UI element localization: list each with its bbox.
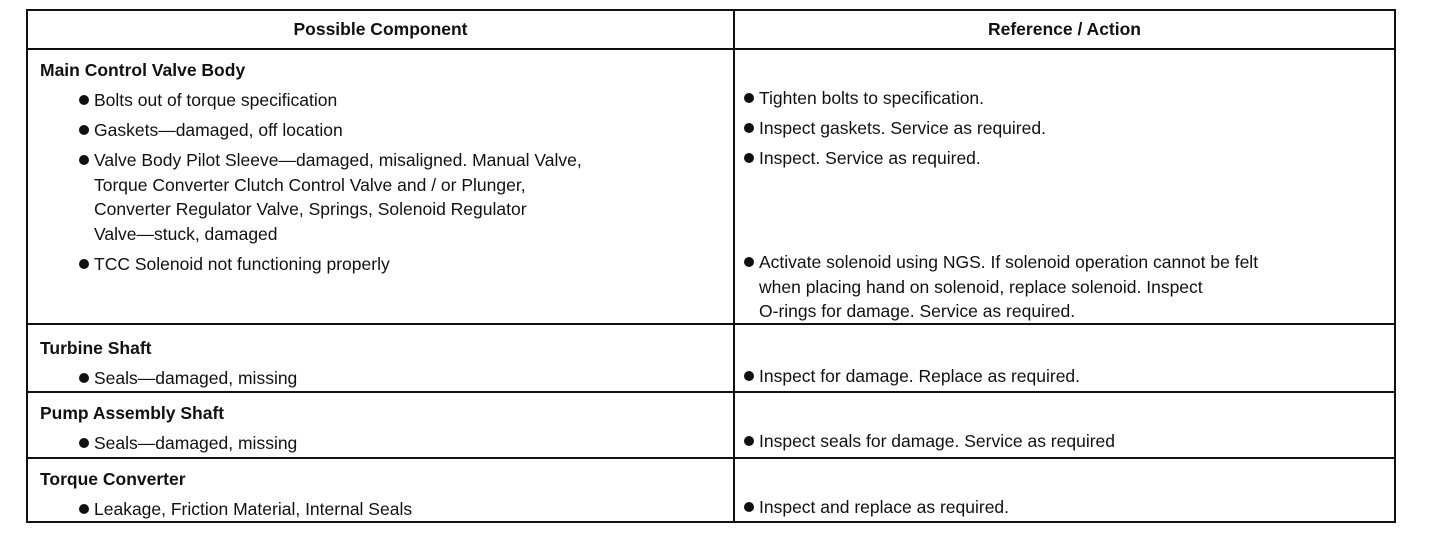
action-item: Inspect gaskets. Service as required. <box>744 116 1046 141</box>
bullet-icon <box>79 438 89 448</box>
bullet-icon <box>744 123 754 133</box>
component-item: Valve Body Pilot Sleeve—damaged, misaligned. Manual Valve, Torque Converter Clutch Control Valve and / or Plunger, Converter Regulator Valve, Springs, Solenoid Regulator Valve—stuck, damaged <box>79 148 582 246</box>
component-item: TCC Solenoid not functioning properly <box>79 252 390 277</box>
component-item: Leakage, Friction Material, Internal Seals <box>79 497 412 522</box>
bullet-icon <box>744 153 754 163</box>
bullet-icon <box>744 502 754 512</box>
component-item: Bolts out of torque specification <box>79 88 337 113</box>
bullet-icon <box>79 259 89 269</box>
bullet-icon <box>79 95 89 105</box>
bullet-icon <box>79 155 89 165</box>
row-divider <box>28 323 1394 325</box>
bullet-icon <box>744 257 754 267</box>
bullet-icon <box>79 373 89 383</box>
bullet-icon <box>744 93 754 103</box>
action-item: Inspect for damage. Replace as required. <box>744 364 1080 389</box>
bullet-icon <box>79 504 89 514</box>
bullet-icon <box>79 125 89 135</box>
bullet-icon <box>744 436 754 446</box>
action-item: Tighten bolts to specification. <box>744 86 984 111</box>
bullet-icon <box>744 371 754 381</box>
action-item: Inspect seals for damage. Service as required <box>744 429 1115 454</box>
header-reference-action: Reference / Action <box>987 19 1141 39</box>
header-possible-component: Possible Component <box>293 19 468 39</box>
component-item: Gaskets—damaged, off location <box>79 118 343 143</box>
column-divider <box>733 11 735 521</box>
component-item: Seals—damaged, missing <box>79 431 297 456</box>
action-item: Inspect and replace as required. <box>744 495 1009 520</box>
section-title-turbine-shaft: Turbine Shaft <box>40 338 152 358</box>
diagnosis-table <box>26 9 1396 523</box>
section-title-main-control-valve-body: Main Control Valve Body <box>40 60 246 80</box>
section-title-torque-converter: Torque Converter <box>40 469 186 489</box>
header-divider <box>28 48 1394 50</box>
section-title-pump-assembly-shaft: Pump Assembly Shaft <box>40 403 225 423</box>
action-item: Activate solenoid using NGS. If solenoid operation cannot be felt when placing hand on solenoid, replace solenoid. Inspect O-rings for damage. Service as required. <box>744 250 1258 324</box>
component-item: Seals—damaged, missing <box>79 366 297 391</box>
action-item: Inspect. Service as required. <box>744 146 981 171</box>
row-divider <box>28 391 1394 393</box>
row-divider <box>28 457 1394 459</box>
